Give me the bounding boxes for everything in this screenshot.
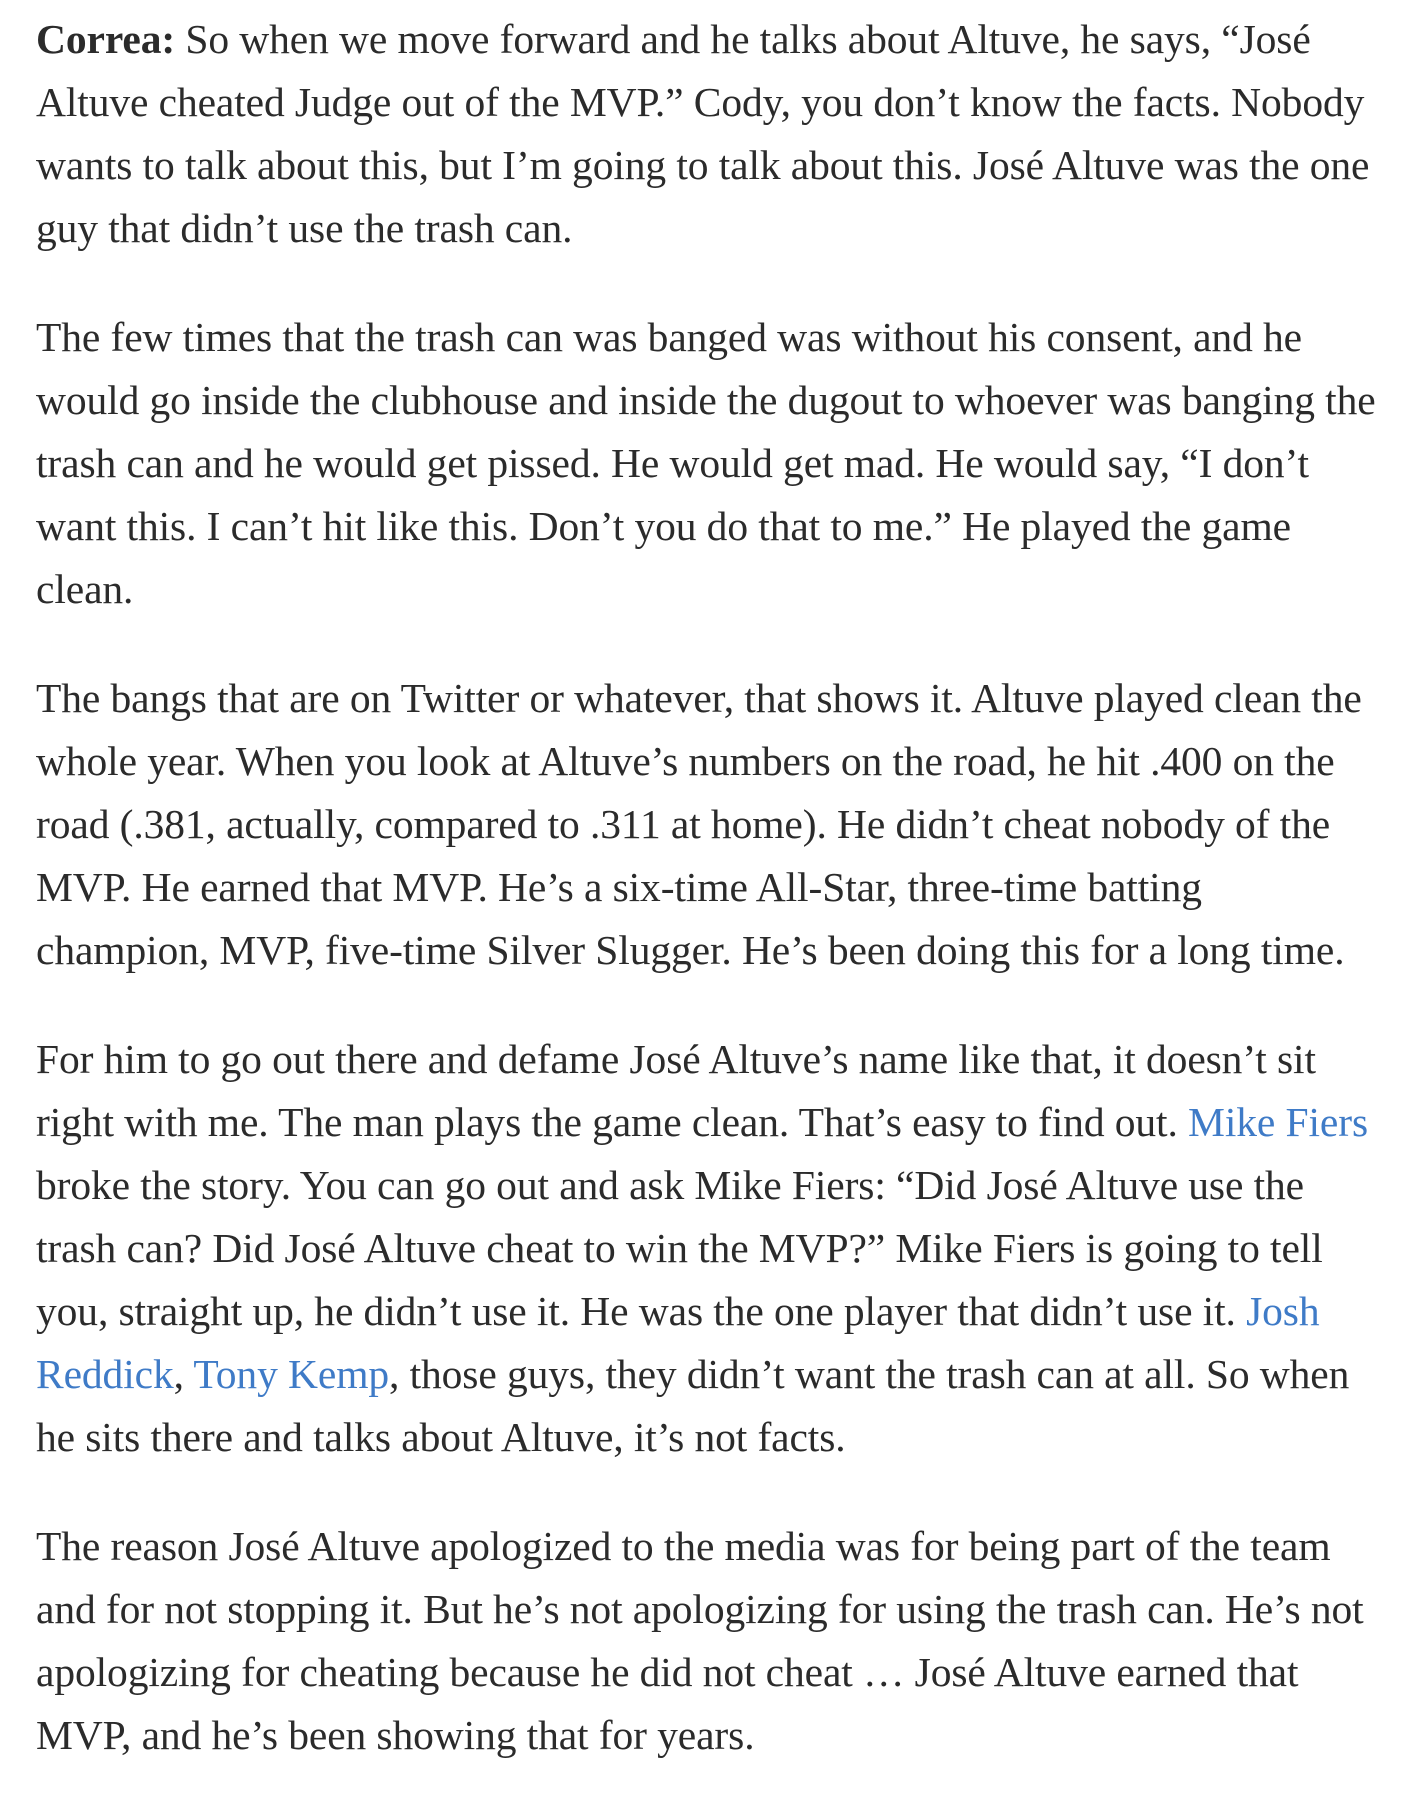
mike-fiers-link[interactable]: Mike Fiers <box>1188 1099 1369 1145</box>
paragraph-2 <box>36 306 1376 621</box>
article-body <box>36 8 1376 1813</box>
paragraph-2-text: The few times that the trash can was banged was without his consent, and he would go inside the clubhouse and inside the dugout to whoever was banging the trash can and he would get pissed. He would get mad. He would say, “I don’t want this. I can’t hit like this. Don’t you do that to me.” He played the game clean. <box>36 314 1376 612</box>
paragraph-4-text-c: , those guys, they didn’t want the trash can at all. So when he sits there and talks about Altuve, it’s not facts. <box>36 1351 1350 1460</box>
paragraph-5 <box>36 1515 1376 1767</box>
paragraph-1 <box>36 8 1376 260</box>
paragraph-5-text: The reason José Altuve apologized to the media was for being part of the team and for not stopping it. But he’s not apologizing for using the trash can. He’s not apologizing for cheating because he did not cheat … José Altuve earned that MVP, and he’s been showing that for years. <box>36 1523 1364 1758</box>
speaker-label: Correa: <box>36 16 176 62</box>
josh-reddick-link[interactable]: Josh Reddick <box>36 1288 1320 1397</box>
tony-kemp-link[interactable]: Tony Kemp <box>193 1351 390 1397</box>
link-separator: , <box>173 1351 194 1397</box>
paragraph-3 <box>36 667 1376 982</box>
paragraph-4-text-b: broke the story. You can go out and ask Mike Fiers: “Did José Altuve use the trash can? Did José Altuve cheat to win the MVP?” Mike Fiers is going to tell you, straight up, he didn’t use it. He was the one player that didn’t use it. <box>36 1162 1323 1334</box>
paragraph-1-text: So when we move forward and he talks about Altuve, he says, “José Altuve cheated Judge out of the MVP.” Cody, you don’t know the facts. Nobody wants to talk about this, but I’m going to talk about this. José Altuve was the one guy that didn’t use the trash can. <box>36 16 1370 251</box>
paragraph-4 <box>36 1028 1376 1469</box>
paragraph-4-text-a: For him to go out there and defame José Altuve’s name like that, it doesn’t sit right with me. The man plays the game clean. That’s easy to find out. <box>36 1036 1316 1145</box>
paragraph-3-text: The bangs that are on Twitter or whatever, that shows it. Altuve played clean the whole year. When you look at Altuve’s numbers on the road, he hit .400 on the road (.381, actually, compared to .311 at home). He didn’t cheat nobody of the MVP. He earned that MVP. He’s a six-time All-Star, three-time batting champion, MVP, five-time Silver Slugger. He’s been doing this for a long time. <box>36 675 1362 973</box>
